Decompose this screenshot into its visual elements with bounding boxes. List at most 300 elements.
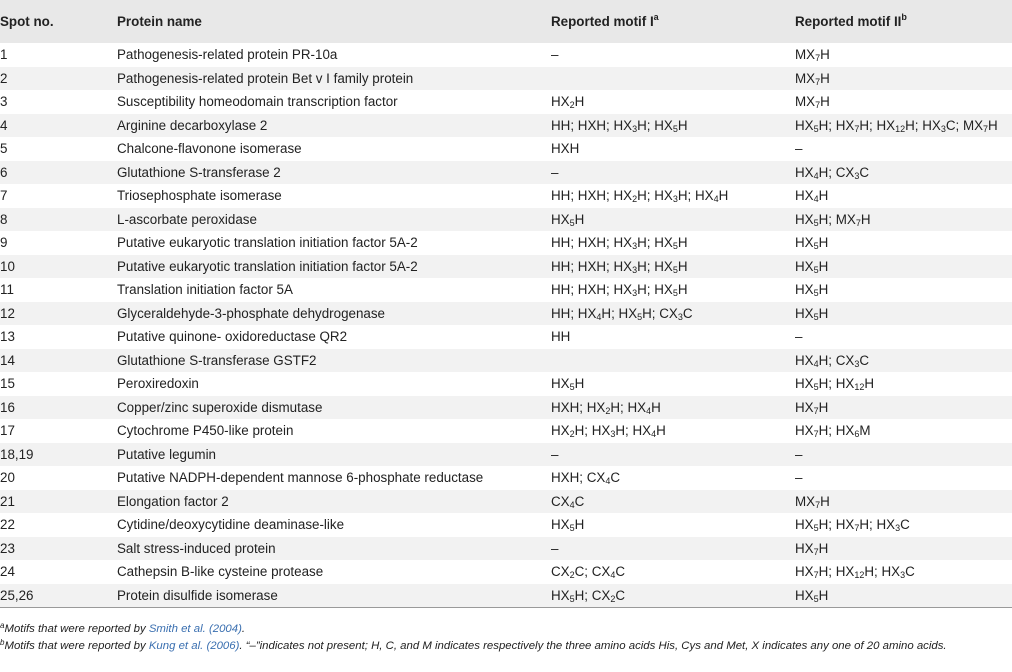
footnote-a: [0, 621, 1012, 638]
motif-subscript: 5: [813, 382, 819, 393]
table-row: [0, 67, 1012, 91]
motif-text: –: [795, 329, 803, 345]
motif-text: H: [820, 70, 830, 86]
cell-motif-2: [795, 90, 1012, 114]
motif-subscript: 2: [632, 194, 638, 205]
motif-text: CX: [551, 564, 570, 580]
cell-motif-1: [551, 255, 795, 279]
cell-motif-2: [795, 255, 1012, 279]
table-row: [0, 208, 1012, 232]
motif-text: C: [859, 164, 870, 180]
cell-spot-no: 15: [0, 376, 15, 392]
cell-motif-1: [551, 396, 795, 420]
cell-protein-name: Putative eukaryotic translation initiation factor 5A-2: [117, 258, 418, 274]
motif-subscript: 7: [855, 217, 861, 228]
table-row: [0, 372, 1012, 396]
motif-subscript: 3: [632, 288, 638, 299]
header-protein-name: Protein name: [117, 14, 202, 29]
motif-text: H; CX: [574, 587, 611, 603]
cell-motif-2: [795, 325, 1012, 349]
cell-spot-no: 22: [0, 517, 15, 533]
cell-motif-1: [551, 43, 795, 67]
motif-text: HX: [795, 235, 814, 251]
motif-text: HX: [795, 282, 814, 298]
motif-subscript: 3: [672, 194, 678, 205]
motif-subscript: 3: [632, 241, 638, 252]
motif-subscript: 3: [610, 429, 616, 440]
motif-subscript: 7: [813, 405, 819, 416]
cell-motif-2: [795, 349, 1012, 373]
footnote-a-end: .: [241, 623, 246, 635]
cell-motif-2: [795, 67, 1012, 91]
cell-spot-no: 17: [0, 423, 15, 439]
cell-motif-1: [551, 349, 795, 373]
cell-spot-no: 8: [0, 211, 8, 227]
footnote-b-mark: b: [0, 638, 5, 647]
table-row: [0, 255, 1012, 279]
cell-motif-2: [795, 396, 1012, 420]
motif-text: H: [818, 587, 829, 603]
header-motif-1-label: Reported motif I: [551, 14, 654, 29]
cell-protein-name: Triosephosphate isomerase: [117, 188, 282, 204]
motif-text: H; MX: [818, 211, 856, 227]
motif-subscript: 3: [940, 123, 946, 134]
motif-text: H: [574, 376, 585, 392]
motif-subscript: 4: [596, 311, 602, 322]
motif-text: H: [818, 188, 829, 204]
motif-text: –: [551, 540, 559, 556]
table-row: [0, 43, 1012, 67]
motif-subscript: 6: [854, 429, 860, 440]
motif-text: HX: [551, 211, 570, 227]
cell-spot-no: 6: [0, 164, 8, 180]
motif-subscript: 4: [813, 194, 819, 205]
motif-text: H; HX: [637, 235, 673, 251]
cell-motif-2: [795, 513, 1012, 537]
motif-text: HH; HXH; HX: [551, 258, 633, 274]
motif-text: C: [615, 587, 626, 603]
cell-motif-2: [795, 372, 1012, 396]
motif-text: HH; HXH; HX: [551, 188, 633, 204]
motif-subscript: 12: [854, 382, 865, 393]
footnote-b-end: . “–”indicates not present; H, C, and M indicates respectively the three amino acids His, Cys and Met, X indicates any one of 20 amino acids.: [239, 640, 947, 652]
motif-text: H: [651, 399, 661, 415]
cell-spot-no: 13: [0, 329, 15, 345]
motif-text: H; HX: [859, 517, 896, 533]
cell-motif-2: [795, 208, 1012, 232]
cell-spot-no: 24: [0, 564, 15, 580]
motif-subscript: 5: [672, 123, 678, 134]
motif-text: H; HX: [637, 117, 673, 133]
motif-subscript: 3: [854, 358, 860, 369]
motif-text: H: [818, 235, 829, 251]
cell-motif-2: [795, 161, 1012, 185]
cell-motif-2: [795, 419, 1012, 443]
cell-motif-2: [795, 184, 1012, 208]
motif-text: HX: [795, 564, 814, 580]
cell-motif-1: [551, 466, 795, 490]
cell-protein-name: Glutathione S-transferase 2: [117, 164, 281, 180]
cell-protein-name: Copper/zinc superoxide dismutase: [117, 399, 323, 415]
table-row: [0, 466, 1012, 490]
motif-text: M: [859, 423, 871, 439]
cell-motif-1: [551, 537, 795, 561]
motif-text: HX: [795, 540, 814, 556]
cell-motif-1: [551, 184, 795, 208]
table-row: [0, 231, 1012, 255]
motif-subscript: 5: [637, 311, 643, 322]
table-row: [0, 278, 1012, 302]
table-row: [0, 325, 1012, 349]
motif-text: H; HX: [637, 282, 673, 298]
motif-text: H: [718, 188, 729, 204]
motif-text: H: [818, 282, 829, 298]
motif-text: HX: [551, 376, 570, 392]
motif-text: H; HX: [905, 117, 941, 133]
motif-text: H; HX: [637, 188, 673, 204]
motif-subscript: 5: [569, 217, 575, 228]
motif-subscript: 7: [815, 100, 821, 111]
header-spot-no: Spot no.: [0, 14, 54, 29]
motif-text: HX: [795, 211, 814, 227]
cell-protein-name: Cathepsin B-like cysteine protease: [117, 564, 324, 580]
cell-protein-name: Putative NADPH-dependent mannose 6-phosphate reductase: [117, 470, 484, 486]
motif-text: H; HX: [615, 423, 652, 439]
motif-subscript: 5: [813, 264, 819, 275]
motif-subscript: 5: [813, 217, 819, 228]
motif-subscript: 7: [854, 523, 860, 534]
motif-text: C: [905, 564, 915, 580]
cell-protein-name: Pathogenesis-related protein Bet v I family protein: [117, 70, 414, 86]
cell-spot-no: 16: [0, 399, 15, 415]
header-motif-1-sup: a: [653, 12, 659, 22]
motif-subscript: 4: [646, 405, 652, 416]
cell-motif-1: [551, 67, 795, 91]
table-row: [0, 513, 1012, 537]
motif-text: H: [656, 423, 666, 439]
motif-subscript: 7: [815, 53, 821, 64]
motif-subscript: 7: [815, 76, 821, 87]
motif-text: C; MX: [945, 117, 984, 133]
motif-text: C: [682, 305, 693, 321]
table-body: [0, 43, 1012, 607]
motif-text: H: [818, 305, 829, 321]
cell-protein-name: Salt stress-induced protein: [117, 540, 276, 556]
motif-subscript: 5: [813, 241, 819, 252]
motif-subscript: 7: [813, 546, 819, 557]
cell-motif-1: [551, 231, 795, 255]
table-row: [0, 396, 1012, 420]
motif-text: HH; HXH; HX: [551, 235, 633, 251]
motif-text: HX: [795, 376, 814, 392]
table-row: [0, 302, 1012, 326]
motif-subscript: 3: [900, 570, 906, 581]
motif-text: H; HX: [818, 517, 855, 533]
motif-subscript: 5: [672, 241, 678, 252]
cell-motif-2: [795, 278, 1012, 302]
motif-subscript: 4: [610, 570, 616, 581]
motif-subscript: 3: [895, 523, 901, 534]
table-row: [0, 443, 1012, 467]
motif-text: HH; HXH; HX: [551, 282, 633, 298]
cell-motif-1: [551, 90, 795, 114]
cell-motif-1: [551, 161, 795, 185]
motif-text: HXH; CX: [551, 470, 606, 486]
motif-subscript: 4: [713, 194, 719, 205]
cell-protein-name: Peroxiredoxin: [117, 376, 199, 392]
motif-text: HX: [551, 94, 570, 110]
cell-motif-1: [551, 208, 795, 232]
motif-text: MX: [795, 493, 816, 509]
motif-subscript: 7: [983, 123, 989, 134]
table-row: [0, 184, 1012, 208]
table-row: [0, 560, 1012, 584]
table-row: [0, 537, 1012, 561]
cell-protein-name: Arginine decarboxylase 2: [117, 117, 268, 133]
motif-text: H: [820, 47, 830, 63]
motif-text: HH; HXH; HX: [551, 117, 633, 133]
motif-subscript: 7: [813, 570, 819, 581]
footnote-a-mark: a: [0, 621, 5, 630]
motif-subscript: 3: [632, 123, 638, 134]
motif-text: MX: [795, 70, 816, 86]
cell-protein-name: Putative quinone- oxidoreductase QR2: [117, 329, 348, 345]
motif-text: HX: [551, 587, 570, 603]
table-row: [0, 490, 1012, 514]
motif-text: HX: [795, 305, 814, 321]
cell-protein-name: Translation initiation factor 5A: [117, 282, 293, 298]
cell-protein-name: Glyceraldehyde-3-phosphate dehydrogenase: [117, 305, 385, 321]
motif-text: H; CX: [642, 305, 678, 321]
cell-motif-1: [551, 137, 795, 161]
cell-spot-no: 5: [0, 141, 8, 157]
motif-text: CX: [551, 493, 570, 509]
motif-subscript: 3: [677, 311, 683, 322]
table-header-row: [0, 0, 1012, 43]
motif-text: C: [610, 470, 621, 486]
motif-text: H: [818, 258, 829, 274]
cell-spot-no: 12: [0, 305, 15, 321]
cell-motif-2: [795, 231, 1012, 255]
motif-text: C: [900, 517, 910, 533]
header-motif-2: [795, 0, 1012, 43]
header-motif-2-label: Reported motif II: [795, 14, 902, 29]
cell-spot-no: 20: [0, 470, 15, 486]
footnote-b-citation-link[interactable]: Kung et al. (2006): [148, 640, 240, 652]
motif-subscript: 2: [569, 570, 575, 581]
header-motif-1: [551, 0, 795, 43]
motif-subscript: 7: [815, 499, 821, 510]
cell-motif-2: [795, 443, 1012, 467]
motif-subscript: 4: [569, 499, 575, 510]
motif-text: H; HX: [610, 399, 647, 415]
cell-motif-1: [551, 443, 795, 467]
cell-motif-2: [795, 302, 1012, 326]
motif-text: C: [574, 493, 585, 509]
motif-subscript: 4: [813, 170, 819, 181]
cell-spot-no: 18,19: [0, 446, 34, 462]
cell-spot-no: 3: [0, 94, 8, 110]
motif-subscript: 2: [605, 405, 611, 416]
cell-protein-name: Glutathione S-transferase GSTF2: [117, 352, 317, 368]
motif-text: –: [551, 164, 559, 180]
cell-spot-no: 2: [0, 70, 8, 86]
cell-motif-1: [551, 278, 795, 302]
motif-subscript: 5: [813, 523, 819, 534]
footnote-a-text: Motifs that were reported by: [4, 623, 149, 635]
motif-subscript: 5: [672, 288, 678, 299]
cell-motif-1: [551, 372, 795, 396]
motif-text: HX: [795, 164, 814, 180]
cell-motif-2: [795, 114, 1012, 138]
cell-protein-name: Susceptibility homeodomain transcription factor: [117, 94, 398, 110]
motif-text: HX: [551, 423, 570, 439]
motif-subscript: 12: [895, 123, 906, 134]
cell-spot-no: 1: [0, 47, 8, 63]
motif-text: H: [677, 235, 688, 251]
cell-spot-no: 10: [0, 258, 15, 274]
cell-motif-1: [551, 584, 795, 608]
motif-subscript: 5: [813, 311, 819, 322]
motif-subscript: 4: [605, 476, 611, 487]
motif-text: H; HX: [818, 564, 855, 580]
motif-text: HX: [795, 423, 814, 439]
header-motif-2-sup: b: [901, 12, 907, 22]
motif-subscript: 2: [569, 429, 575, 440]
cell-motif-1: [551, 490, 795, 514]
cell-protein-name: Protein disulfide isomerase: [117, 587, 278, 603]
cell-protein-name: Putative legumin: [117, 446, 216, 462]
cell-protein-name: Cytidine/deoxycytidine deaminase-like: [117, 517, 345, 533]
motif-text: H; CX: [818, 164, 855, 180]
motif-text: H: [864, 376, 875, 392]
cell-motif-1: [551, 114, 795, 138]
motif-text: MX: [795, 47, 816, 63]
cell-motif-2: [795, 137, 1012, 161]
motif-text: HH: [551, 329, 571, 345]
motif-text: C: [615, 564, 626, 580]
motif-text: –: [795, 141, 803, 157]
footnote-b-text: Motifs that were reported by: [4, 640, 149, 652]
cell-motif-1: [551, 513, 795, 537]
motif-subscript: 5: [569, 523, 575, 534]
motif-subscript: 3: [632, 264, 638, 275]
motif-text: MX: [795, 94, 816, 110]
motif-text: H: [818, 399, 829, 415]
motif-text: H; HX: [864, 564, 901, 580]
cell-motif-2: [795, 43, 1012, 67]
motif-subscript: 5: [672, 264, 678, 275]
motif-text: –: [551, 446, 559, 462]
motif-text: H; HX: [574, 423, 611, 439]
motif-subscript: 5: [569, 382, 575, 393]
motif-text: H; HX: [859, 117, 896, 133]
cell-spot-no: 9: [0, 235, 8, 251]
table-row: [0, 419, 1012, 443]
motif-text: H: [820, 493, 830, 509]
motif-text: –: [795, 470, 803, 486]
footnote-b: [0, 638, 1012, 655]
motif-text: C; CX: [574, 564, 611, 580]
cell-spot-no: 7: [0, 188, 8, 204]
footnote-a-citation-link[interactable]: Smith et al. (2004): [148, 623, 242, 635]
motif-text: H: [820, 94, 830, 110]
motif-subscript: 7: [813, 429, 819, 440]
cell-spot-no: 23: [0, 540, 15, 556]
motif-subscript: 4: [813, 358, 819, 369]
motif-text: HH; HX: [551, 305, 597, 321]
motif-text: HX: [795, 188, 814, 204]
cell-protein-name: Cytochrome P450-like protein: [117, 423, 294, 439]
table-row: [0, 349, 1012, 373]
motif-text: HXH; HX: [551, 399, 606, 415]
cell-motif-2: [795, 560, 1012, 584]
motif-text: HX: [795, 352, 814, 368]
motif-subscript: 5: [569, 593, 575, 604]
cell-spot-no: 14: [0, 352, 15, 368]
cell-protein-name: Putative eukaryotic translation initiation factor 5A-2: [117, 235, 418, 251]
motif-text: H: [988, 117, 998, 133]
cell-motif-1: [551, 325, 795, 349]
motif-text: H: [574, 211, 585, 227]
cell-spot-no: 4: [0, 117, 8, 133]
table-row: [0, 161, 1012, 185]
motif-subscript: 5: [813, 288, 819, 299]
motif-text: H; HX: [677, 188, 714, 204]
motif-text: HXH: [551, 141, 580, 157]
motif-subscript: 12: [854, 570, 865, 581]
cell-motif-1: [551, 560, 795, 584]
motif-text: H; HX: [818, 376, 855, 392]
cell-motif-1: [551, 419, 795, 443]
table-row: [0, 137, 1012, 161]
cell-motif-2: [795, 490, 1012, 514]
motif-text: H: [677, 282, 688, 298]
motif-text: H: [818, 540, 829, 556]
motif-text: HX: [795, 587, 814, 603]
footnotes: [0, 621, 1012, 655]
motif-text: H: [574, 517, 585, 533]
motif-text: HX: [795, 517, 814, 533]
motif-text: H; CX: [818, 352, 855, 368]
cell-motif-2: [795, 466, 1012, 490]
motif-text: H: [677, 258, 688, 274]
motif-subscript: 2: [610, 593, 616, 604]
motif-text: –: [795, 446, 803, 462]
motif-subscript: 5: [813, 123, 819, 134]
motif-text: H: [860, 211, 871, 227]
motif-text: H; HX: [818, 423, 855, 439]
cell-motif-2: [795, 584, 1012, 608]
motif-subscript: 2: [569, 100, 575, 111]
motif-subscript: 3: [854, 170, 860, 181]
motif-text: –: [551, 47, 559, 63]
cell-protein-name: Chalcone-flavonone isomerase: [117, 141, 302, 157]
cell-spot-no: 21: [0, 493, 15, 509]
cell-protein-name: L-ascorbate peroxidase: [117, 211, 257, 227]
motif-subscript: 7: [854, 123, 860, 134]
cell-spot-no: 25,26: [0, 587, 34, 603]
cell-spot-no: 11: [0, 282, 14, 298]
table-row: [0, 114, 1012, 138]
motif-text: H; HX: [818, 117, 855, 133]
motif-text: HX: [551, 517, 570, 533]
motif-text: HX: [795, 399, 814, 415]
motif-text: C: [859, 352, 870, 368]
motif-text: H: [677, 117, 688, 133]
motif-text: HX: [795, 117, 814, 133]
cell-motif-2: [795, 537, 1012, 561]
